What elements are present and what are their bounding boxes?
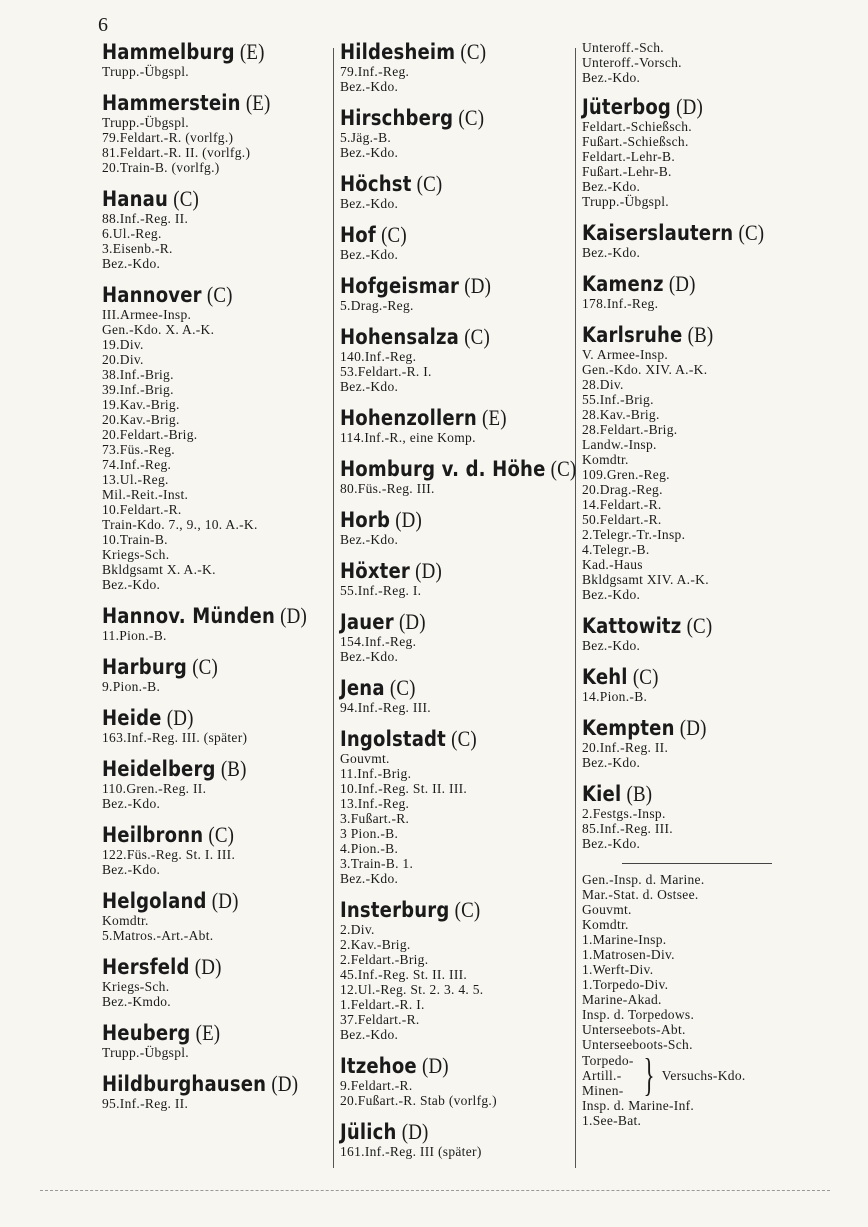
entry-line: 79.Inf.-Reg. (340, 64, 410, 79)
entry-line: 11.Pion.-B. (102, 628, 167, 643)
entry-line: 20.Kav.-Brig. (102, 412, 180, 427)
column-divider (333, 48, 334, 1168)
entry-line: 3.Eisenb.-R. (102, 241, 173, 256)
place-class: (D) (211, 888, 239, 913)
place-name-text: Kempten (582, 716, 675, 740)
place-entry (340, 40, 568, 94)
place-name (340, 172, 536, 196)
entry-line: 109.Gren.-Reg. (582, 467, 670, 482)
entry-line: 5.Drag.-Reg. (340, 298, 414, 313)
place-name (102, 1071, 299, 1096)
entry-line: Bkldgsamt XIV. A.-K. (582, 572, 709, 587)
place-name-text: Heilbronn (102, 823, 204, 847)
entry-line: Komdtr. (102, 913, 149, 928)
place-entry (340, 172, 568, 211)
place-name-text: Hofgeismar (340, 274, 460, 298)
place-class: (E) (245, 90, 271, 115)
place-entry (102, 706, 324, 745)
entry-line: 9.Pion.-B. (102, 679, 161, 694)
place-name-text: Horb (340, 508, 391, 532)
entry-line: 45.Inf.-Reg. St. II. III. (340, 967, 468, 982)
entry-line: Kriegs-Sch. (102, 547, 170, 562)
place-entry (340, 610, 568, 664)
place-entry (582, 665, 782, 704)
place-name-text: Itzehoe (340, 1054, 417, 1078)
entry-line: Komdtr. (582, 452, 629, 467)
place-name (340, 325, 536, 349)
place-class: (C) (173, 186, 199, 211)
entry-line: 5.Jäg.-B. (340, 130, 392, 145)
place-name-text: Hildburghausen (102, 1072, 267, 1096)
place-class: (C) (460, 39, 487, 64)
entry-line: Artill.- (582, 1067, 622, 1083)
place-class: (C) (451, 726, 477, 751)
place-class: (C) (464, 324, 490, 349)
entry-line: 20.Div. (102, 352, 144, 367)
place-name (340, 406, 536, 430)
entry-line: Gouvmt. (582, 902, 632, 917)
place-name (582, 95, 754, 119)
place-name-text: Hannover (102, 283, 202, 307)
entry-line: Bez.-Kdo. (102, 796, 161, 811)
place-name-text: Kaiserslautern (582, 221, 734, 245)
place-class: (C) (632, 664, 659, 689)
entry-line: 74.Inf.-Reg. (102, 457, 172, 472)
entry-line: 28.Div. (582, 377, 624, 392)
place-entry (102, 187, 324, 271)
entry-line: Feldart.-Schießsch. (582, 119, 692, 134)
place-class: (D) (398, 609, 426, 634)
entry-line: Kriegs-Sch. (102, 979, 170, 994)
entry-line: 1.Matrosen-Div. (582, 947, 675, 962)
place-class: (E) (195, 1020, 221, 1045)
kiel-naval-units (582, 872, 782, 1052)
place-class: (D) (166, 705, 194, 730)
place-class: (C) (208, 822, 235, 847)
entry-line: 19.Div. (102, 337, 144, 352)
entry-line: Trupp.-Übgspl. (102, 115, 189, 130)
place-class: (C) (686, 613, 713, 638)
place-name-text: Homburg v. d. Höhe (340, 457, 546, 481)
place-entry (582, 782, 782, 851)
place-name (102, 91, 293, 115)
column-3-entries (582, 95, 782, 851)
place-name-text: Hildesheim (340, 40, 456, 64)
place-class: (D) (464, 273, 492, 298)
place-name (102, 40, 293, 64)
entry-line: 4.Telegr.-B. (582, 542, 650, 557)
place-name (340, 274, 536, 298)
place-name (102, 187, 293, 211)
place-name (340, 40, 536, 64)
entry-line: 1.Werft-Div. (582, 962, 654, 977)
place-entry (340, 676, 568, 715)
place-entry (102, 955, 324, 1009)
place-class: (C) (381, 222, 407, 247)
entry-line: 2.Festgs.-Insp. (582, 806, 666, 821)
entry-line: 53.Feldart.-R. I. (340, 364, 432, 379)
place-entry (102, 823, 324, 877)
column-1 (102, 40, 324, 1123)
place-class: (C) (389, 675, 416, 700)
place-name-text: Heidelberg (102, 757, 216, 781)
entry-line: Bez.-Kdo. (102, 577, 161, 592)
section-rule (622, 863, 772, 864)
entry-line: 13.Inf.-Reg. (340, 796, 410, 811)
entry-line: 9.Feldart.-R. (340, 1078, 413, 1093)
place-name-text: Hammelburg (102, 40, 235, 64)
entry-line: Bez.-Kdo. (340, 1027, 399, 1042)
entry-line: 13.Ul.-Reg. (102, 472, 169, 487)
place-name-text: Helgoland (102, 889, 207, 913)
place-name (102, 283, 293, 307)
entry-line: 154.Inf.-Reg. (340, 634, 417, 649)
place-class: (C) (192, 654, 218, 679)
entry-line: 163.Inf.-Reg. III. (später) (102, 730, 248, 745)
versuchs-items (582, 1053, 634, 1098)
entry-line: Unterseebots-Abt. (582, 1022, 686, 1037)
entry-line: Trupp.-Übgspl. (582, 194, 669, 209)
place-name-text: Harburg (102, 655, 188, 679)
entry-line: III.Armee-Insp. (102, 307, 192, 322)
entry-line: 2.Feldart.-Brig. (340, 952, 429, 967)
entry-line: 55.Inf.-Reg. I. (340, 583, 422, 598)
entry-line: 4.Pion.-B. (340, 841, 399, 856)
page-edge-mark (40, 1190, 830, 1192)
column-divider (575, 48, 576, 1168)
place-class: (C) (206, 282, 233, 307)
entry-line: 80.Füs.-Reg. III. (340, 481, 435, 496)
entry-line: 10.Feldart.-R. (102, 502, 182, 517)
place-entry (582, 614, 782, 653)
place-name (340, 106, 536, 130)
place-name-text: Hohensalza (340, 325, 460, 349)
place-class: (D) (401, 1119, 429, 1144)
entry-line: Bkldgsamt X. A.-K. (102, 562, 216, 577)
place-name-text: Hanau (102, 187, 169, 211)
entry-line: 88.Inf.-Reg. II. (102, 211, 189, 226)
entry-line: 1.See-Bat. (582, 1113, 642, 1128)
entry-line: Bez.-Kdo. (582, 638, 641, 653)
entry-line: Train-Kdo. 7., 9., 10. A.-K. (102, 517, 258, 532)
entry-line: 6.Ul.-Reg. (102, 226, 162, 241)
place-entry (102, 283, 324, 592)
entry-line: Unteroff.-Vorsch. (582, 55, 682, 70)
place-name-text: Ingolstadt (340, 727, 446, 751)
entry-line: Landw.-Insp. (582, 437, 657, 452)
place-entry (102, 91, 324, 175)
place-entry (582, 221, 782, 260)
entry-line: 94.Inf.-Reg. III. (340, 700, 431, 715)
place-name (102, 706, 293, 730)
entry-line: 10.Inf.-Reg. St. II. III. (340, 781, 468, 796)
entry-line: 1.Marine-Insp. (582, 932, 667, 947)
place-name-text: Insterburg (340, 898, 450, 922)
place-name (340, 610, 536, 634)
place-name-text: Jena (340, 676, 385, 700)
place-name (582, 716, 754, 740)
place-name-text: Heuberg (102, 1021, 191, 1045)
place-name (340, 676, 536, 700)
place-name (102, 757, 293, 781)
entry-line: Bez.-Kdo. (102, 862, 161, 877)
place-name (340, 559, 536, 583)
place-name (340, 223, 536, 247)
entry-line: 5.Matros.-Art.-Abt. (102, 928, 214, 943)
entry-line: 2.Kav.-Brig. (340, 937, 411, 952)
entry-line: 20.Train-B. (vorlfg.) (102, 160, 220, 175)
place-name-text: Jülich (340, 1120, 397, 1144)
place-entry (102, 1021, 324, 1060)
entry-line: 2.Telegr.-Tr.-Insp. (582, 527, 686, 542)
kiel-tail-units (582, 1098, 782, 1128)
place-name-text: Jauer (340, 610, 394, 634)
entry-line: 3.Fußart.-R. (340, 811, 410, 826)
place-name-text: Hersfeld (102, 955, 190, 979)
place-name-text: Hof (340, 223, 376, 247)
place-name (340, 1054, 536, 1078)
place-class: (D) (679, 715, 707, 740)
place-name-text: Jüterbog (582, 95, 672, 119)
place-name-text: Hannov. Münden (102, 604, 276, 628)
place-name-text: Kattowitz (582, 614, 682, 638)
entry-line: 19.Kav.-Brig. (102, 397, 180, 412)
place-name (102, 955, 293, 979)
entry-line: 39.Inf.-Brig. (102, 382, 174, 397)
place-name (582, 272, 754, 296)
entry-line: Komdtr. (582, 917, 629, 932)
place-entry (340, 559, 568, 598)
entry-line: 3 Pion.-B. (340, 826, 399, 841)
place-entry (340, 1054, 568, 1108)
entry-line: 20.Drag.-Reg. (582, 482, 663, 497)
entry-line: 110.Gren.-Reg. II. (102, 781, 207, 796)
place-name (102, 823, 293, 847)
entry-line: Bez.-Kdo. (340, 145, 399, 160)
place-entry (340, 223, 568, 262)
continued-entry-lines (582, 40, 782, 85)
place-class: (B) (626, 781, 653, 806)
place-name-text: Hohenzollern (340, 406, 477, 430)
place-entry (340, 325, 568, 394)
entry-line: 2.Div. (340, 922, 375, 937)
place-class: (C) (416, 171, 443, 196)
entry-line: 20.Inf.-Reg. II. (582, 740, 669, 755)
place-entry (340, 898, 568, 1042)
entry-line: Insp. d. Torpedows. (582, 1007, 695, 1022)
place-class: (E) (239, 39, 265, 64)
entry-line: 11.Inf.-Brig. (340, 766, 412, 781)
place-name-text: Höchst (340, 172, 412, 196)
place-entry (102, 604, 324, 643)
place-name-text: Kiel (582, 782, 622, 806)
entry-line: Bez.-Kdo. (340, 871, 399, 886)
place-name (102, 1021, 293, 1045)
entry-line: 178.Inf.-Reg. (582, 296, 659, 311)
place-class: (D) (395, 507, 422, 532)
place-entry (102, 40, 324, 79)
entry-line: Bez.-Kdo. (582, 179, 641, 194)
place-name-text: Hirschberg (340, 106, 454, 130)
place-entry (582, 716, 782, 770)
entry-line: Bez.-Kdo. (582, 755, 641, 770)
entry-line: Bez.-Kdo. (582, 245, 641, 260)
entry-line: 10.Train-B. (102, 532, 168, 547)
place-entry (340, 106, 568, 160)
place-name (340, 727, 536, 751)
curly-brace-icon: } (643, 1049, 655, 1100)
entry-line: Fußart.-Schießsch. (582, 134, 689, 149)
place-entry (340, 508, 568, 547)
entry-line: Bez.-Kmdo. (102, 994, 171, 1009)
place-entry (582, 272, 782, 311)
place-name (340, 508, 536, 532)
place-class: (D) (194, 954, 222, 979)
entry-line: 1.Feldart.-R. I. (340, 997, 425, 1012)
entry-line: 79.Feldart.-R. (vorlfg.) (102, 130, 234, 145)
place-class: (E) (482, 405, 507, 430)
place-entry (582, 95, 782, 209)
entry-line: Feldart.-Lehr-B. (582, 149, 675, 164)
place-name-text: Höxter (340, 559, 410, 583)
entry-line: 85.Inf.-Reg. III. (582, 821, 673, 836)
entry-line: Bez.-Kdo. (582, 836, 641, 851)
entry-line: 114.Inf.-R., eine Komp. (340, 430, 476, 445)
place-class: (D) (415, 558, 442, 583)
entry-line: Bez.-Kdo. (582, 587, 641, 602)
entry-line: Unteroff.-Sch. (582, 40, 664, 55)
entry-line: Gen.-Kdo. XIV. A.-K. (582, 362, 708, 377)
place-name-text: Kehl (582, 665, 628, 689)
entry-line: Mar.-Stat. d. Ostsee. (582, 887, 699, 902)
entry-line: Bez.-Kdo. (340, 532, 399, 547)
place-name (340, 1120, 536, 1144)
entry-line: 73.Füs.-Reg. (102, 442, 175, 457)
place-entry (102, 1072, 324, 1111)
place-class: (D) (676, 94, 703, 119)
entry-line: Bez.-Kdo. (102, 256, 161, 271)
entry-line: Torpedo- (582, 1052, 634, 1068)
place-name (582, 220, 765, 245)
entry-line: 14.Pion.-B. (582, 689, 648, 704)
place-name (102, 655, 293, 679)
entry-line: 37.Feldart.-R. (340, 1012, 420, 1027)
entry-line: 3.Train-B. 1. (340, 856, 414, 871)
entry-line: 81.Feldart.-R. II. (vorlfg.) (102, 145, 251, 160)
place-entry (340, 406, 568, 445)
place-name-text: Heide (102, 706, 162, 730)
place-name (582, 665, 754, 689)
place-class: (C) (458, 105, 485, 130)
entry-line: 20.Feldart.-Brig. (102, 427, 198, 442)
entry-line: Mil.-Reit.-Inst. (102, 487, 189, 502)
entry-line: 1.Torpedo-Div. (582, 977, 669, 992)
entry-line: Bez.-Kdo. (582, 70, 641, 85)
entry-line: 38.Inf.-Brig. (102, 367, 174, 382)
entry-line: Trupp.-Übgspl. (102, 64, 189, 79)
place-name-text: Kamenz (582, 272, 664, 296)
place-class: (C) (550, 456, 577, 481)
place-name (102, 889, 293, 913)
place-entry (340, 456, 577, 496)
place-class: (B) (220, 756, 247, 781)
entry-line: Gen.-Insp. d. Marine. (582, 872, 705, 887)
place-class: (D) (280, 603, 307, 628)
place-class: (C) (454, 897, 481, 922)
column-2 (340, 39, 577, 1171)
place-name (582, 323, 754, 347)
entry-line: Bez.-Kdo. (340, 247, 399, 262)
entry-line: Gen.-Kdo. X. A.-K. (102, 322, 215, 337)
place-entry (340, 727, 568, 886)
place-class: (B) (687, 322, 714, 347)
entry-line: Bez.-Kdo. (340, 379, 399, 394)
entry-line: 50.Feldart.-R. (582, 512, 662, 527)
place-class: (D) (271, 1071, 299, 1096)
place-class: (D) (421, 1053, 449, 1078)
place-name (582, 782, 754, 806)
place-class: (C) (738, 220, 765, 245)
entry-line: Bez.-Kdo. (340, 79, 399, 94)
entry-line: Bez.-Kdo. (340, 196, 399, 211)
place-entry (102, 889, 324, 943)
place-name (340, 898, 536, 922)
entry-line: Insp. d. Marine-Inf. (582, 1098, 695, 1113)
entry-line: 14.Feldart.-R. (582, 497, 662, 512)
place-class: (D) (668, 271, 696, 296)
place-entry (102, 655, 324, 694)
entry-line: 161.Inf.-Reg. III (später) (340, 1144, 482, 1159)
entry-line: Trupp.-Übgspl. (102, 1045, 189, 1060)
entry-line: 55.Inf.-Brig. (582, 392, 654, 407)
entry-line: 20.Fußart.-R. Stab (vorlfg.) (340, 1093, 497, 1108)
entry-line: 140.Inf.-Reg. (340, 349, 417, 364)
place-entry (102, 757, 324, 811)
versuchs-label: Versuchs-Kdo. (661, 1067, 746, 1083)
place-entry (340, 1120, 568, 1159)
entry-line: Minen- (582, 1082, 624, 1098)
entry-line: Marine-Akad. (582, 992, 662, 1007)
entry-line: 122.Füs.-Reg. St. I. III. (102, 847, 236, 862)
place-name (582, 614, 754, 638)
entry-line: 12.Ul.-Reg. St. 2. 3. 4. 5. (340, 982, 484, 997)
entry-line: Fußart.-Lehr-B. (582, 164, 672, 179)
place-entry (340, 274, 568, 313)
place-entry (582, 323, 782, 602)
page-number: 6 (98, 14, 108, 36)
entry-line: Kad.-Haus (582, 557, 643, 572)
column-3 (582, 40, 782, 1128)
versuchs-kdo-group (582, 1049, 782, 1100)
entry-line: Gouvmt. (340, 751, 390, 766)
entry-line: 28.Kav.-Brig. (582, 407, 660, 422)
entry-line: 28.Feldart.-Brig. (582, 422, 678, 437)
entry-line: 95.Inf.-Reg. II. (102, 1096, 189, 1111)
place-name (102, 603, 307, 628)
place-name-text: Hammerstein (102, 91, 241, 115)
place-name-text: Karlsruhe (582, 323, 683, 347)
entry-line: Unterseeboots-Sch. (582, 1037, 693, 1052)
entry-line: Bez.-Kdo. (340, 649, 399, 664)
entry-line: V. Armee-Insp. (582, 347, 669, 362)
place-name (340, 456, 577, 481)
